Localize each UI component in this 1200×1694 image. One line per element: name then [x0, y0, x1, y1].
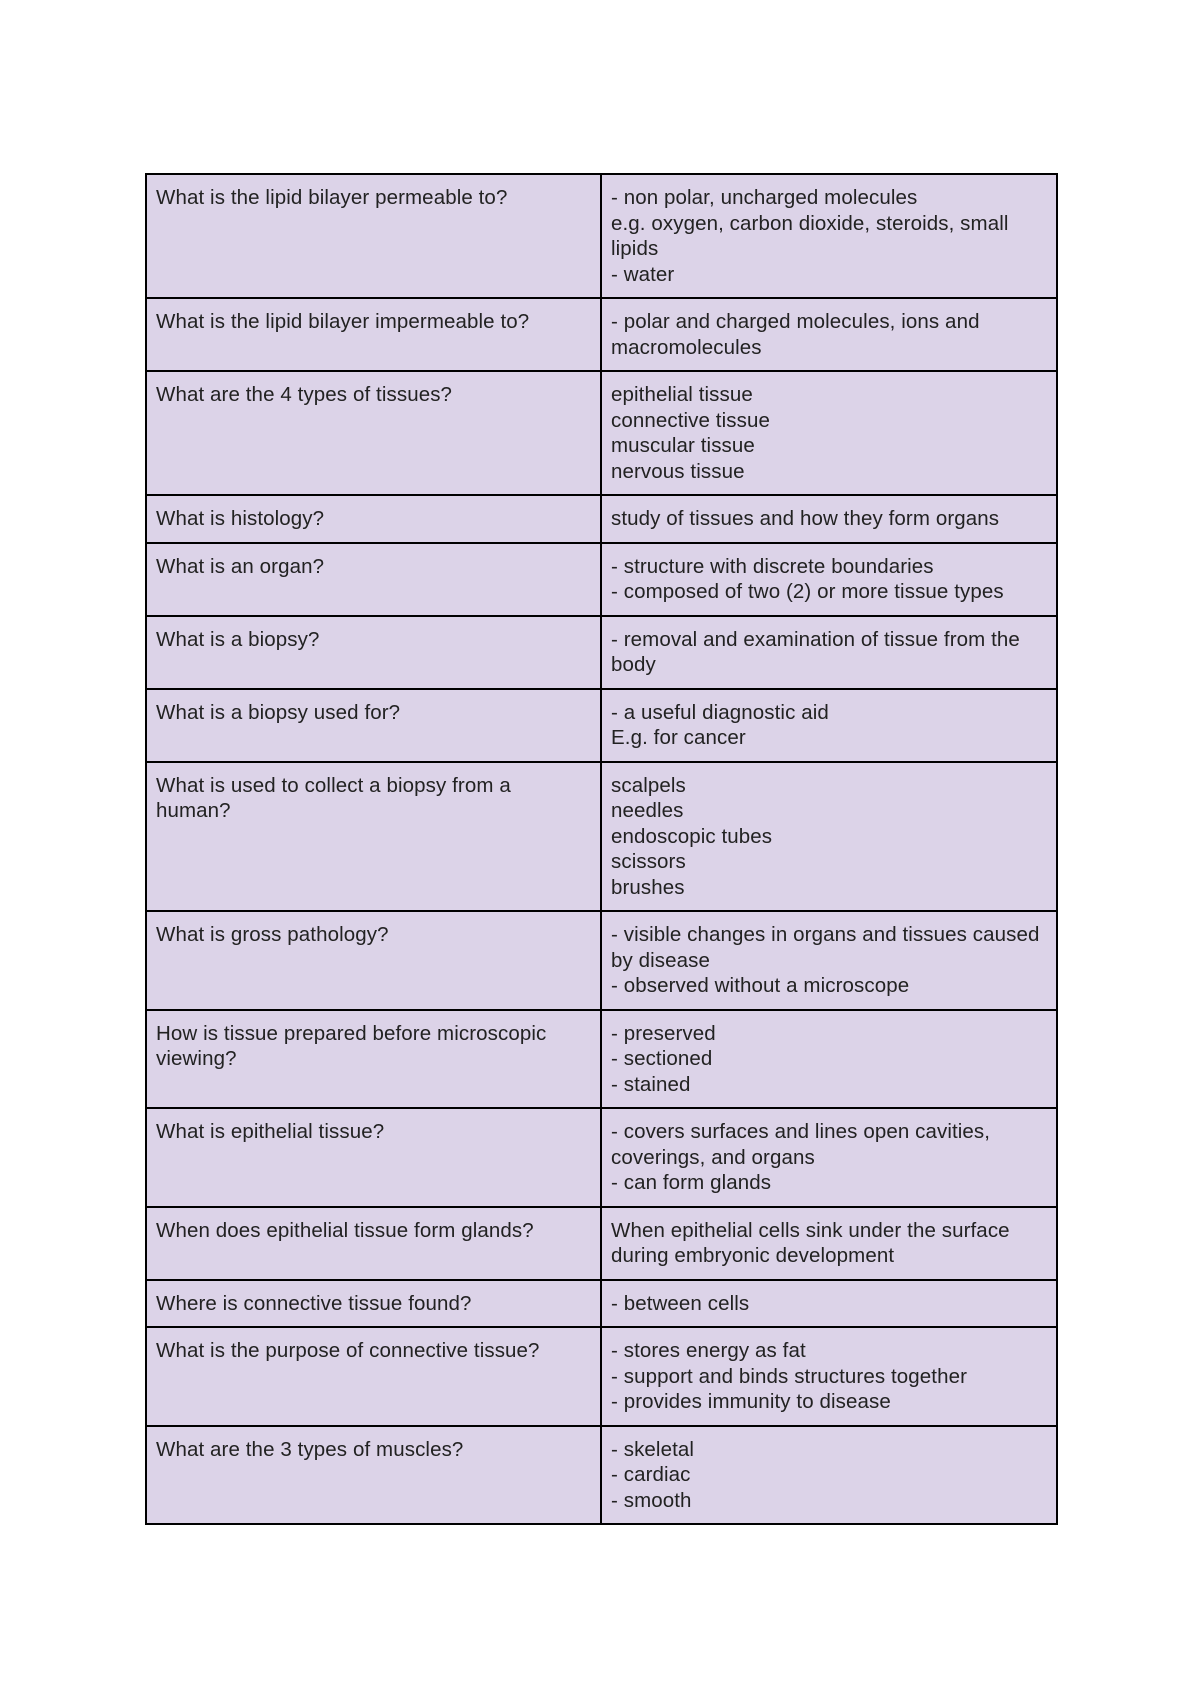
answer-line: - removal and examination of tissue from the body: [611, 627, 1020, 676]
question-cell: What are the 4 types of tissues?: [146, 371, 601, 495]
answer-line: scalpels: [611, 773, 686, 797]
question-cell: How is tissue prepared before microscopic viewing?: [146, 1010, 601, 1109]
table-row: [146, 911, 1057, 1010]
table-row: [146, 371, 1057, 495]
answer-line: - provides immunity to disease: [611, 1390, 891, 1413]
answer-line: scissors: [611, 850, 686, 873]
answer-cell: [601, 1207, 1057, 1280]
answer-line: - a useful diagnostic aid: [611, 700, 829, 724]
answer-line: - preserved: [611, 1021, 716, 1045]
answer-line: - visible changes in organs and tissues caused by disease: [611, 923, 1040, 972]
table-row: [146, 1010, 1057, 1109]
answer-cell: [601, 298, 1057, 371]
question-cell: What is histology?: [146, 495, 601, 543]
answer-line: - observed without a microscope: [611, 974, 910, 997]
flashcard-table: [145, 173, 1058, 1525]
answer-line: epithelial tissue: [611, 383, 753, 406]
answer-cell: [601, 174, 1057, 298]
answer-line: When epithelial cells sink under the surface during embryonic development: [611, 1218, 1010, 1267]
answer-line: - stained: [611, 1072, 691, 1096]
answer-cell: [601, 1108, 1057, 1207]
answer-line: - can form glands: [611, 1171, 772, 1194]
table-row: [146, 1426, 1057, 1525]
question-cell: When does epithelial tissue form glands?: [146, 1207, 601, 1280]
answer-cell: [601, 911, 1057, 1010]
question-cell: What is a biopsy?: [146, 616, 601, 689]
answer-cell: [601, 762, 1057, 912]
table-row: [146, 174, 1057, 298]
answer-line: endoscopic tubes: [611, 824, 773, 848]
answer-cell: [601, 371, 1057, 495]
answer-line: - smooth: [611, 1488, 692, 1512]
table-row: [146, 1280, 1057, 1328]
table-row: [146, 298, 1057, 371]
answer-line: - water: [611, 262, 675, 286]
answer-cell: [601, 495, 1057, 543]
question-cell: What is epithelial tissue?: [146, 1108, 601, 1207]
table-row: [146, 1108, 1057, 1207]
question-cell: What is gross pathology?: [146, 911, 601, 1010]
answer-cell: [601, 1327, 1057, 1426]
answer-cell: [601, 543, 1057, 616]
answer-line: - composed of two (2) or more tissue types: [611, 580, 1004, 603]
answer-line: - structure with discrete boundaries: [611, 554, 934, 578]
answer-line: - polar and charged molecules, ions and macromolecules: [611, 310, 980, 359]
answer-line: brushes: [611, 875, 685, 899]
answer-line: - support and binds structures together: [611, 1364, 968, 1388]
table-row: [146, 543, 1057, 616]
answer-line: - skeletal: [611, 1437, 695, 1461]
answer-line: study of tissues and how they form organs: [611, 507, 1000, 530]
question-cell: Where is connective tissue found?: [146, 1280, 601, 1328]
question-cell: What is the lipid bilayer impermeable to?: [146, 298, 601, 371]
flashcard-rows: [146, 174, 1057, 1524]
table-row: [146, 616, 1057, 689]
question-cell: What is a biopsy used for?: [146, 689, 601, 762]
table-row: [146, 1207, 1057, 1280]
answer-line: - sectioned: [611, 1047, 713, 1070]
answer-line: muscular tissue: [611, 434, 755, 457]
answer-line: - covers surfaces and lines open cavities, coverings, and organs: [611, 1120, 991, 1169]
table-row: [146, 762, 1057, 912]
table-row: [146, 495, 1057, 543]
table-row: [146, 689, 1057, 762]
answer-line: - non polar, uncharged molecules: [611, 186, 918, 209]
question-cell: What is the lipid bilayer permeable to?: [146, 174, 601, 298]
answer-line: - cardiac: [611, 1463, 691, 1486]
answer-line: nervous tissue: [611, 459, 745, 483]
answer-cell: [601, 689, 1057, 762]
table-row: [146, 1327, 1057, 1426]
answer-cell: [601, 616, 1057, 689]
question-cell: What is an organ?: [146, 543, 601, 616]
question-cell: What is used to collect a biopsy from a human?: [146, 762, 601, 912]
answer-line: e.g. oxygen, carbon dioxide, steroids, small lipids: [611, 211, 1009, 260]
answer-line: needles: [611, 799, 684, 822]
question-cell: What is the purpose of connective tissue?: [146, 1327, 601, 1426]
answer-line: connective tissue: [611, 408, 770, 432]
answer-line: - stores energy as fat: [611, 1339, 806, 1362]
answer-line: E.g. for cancer: [611, 726, 746, 749]
answer-cell: [601, 1010, 1057, 1109]
answer-cell: [601, 1426, 1057, 1525]
answer-line: - between cells: [611, 1291, 750, 1315]
answer-cell: [601, 1280, 1057, 1328]
question-cell: What are the 3 types of muscles?: [146, 1426, 601, 1525]
